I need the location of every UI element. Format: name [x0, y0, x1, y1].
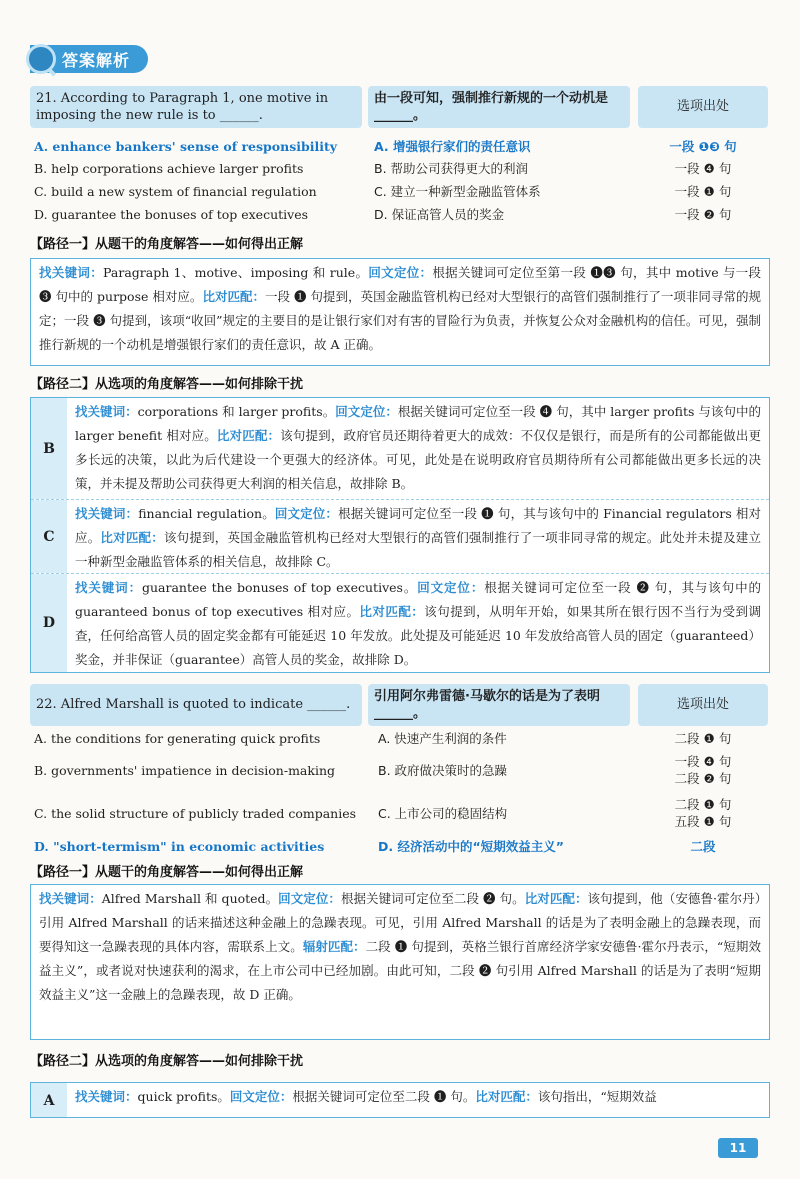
- q21-path1-title: 【路径一】从题干的角度解答——如何得出正解: [30, 237, 304, 252]
- q21-stem-cn: 由一段可知，强制推行新规的一个动机是______。: [368, 86, 630, 128]
- q22-elim-a: [31, 1083, 769, 1118]
- q21-elim-c-text: [75, 502, 761, 574]
- q22-option-d-cn: D. 经济活动中的“短期效益主义”: [378, 839, 564, 854]
- q21-option-a-en: A. enhance bankers' sense of responsibility: [34, 139, 338, 154]
- q21-option-b-en: B. help corporations achieve larger profits: [34, 161, 304, 176]
- q21-elim-c-match: 该句提到，英国金融监管机构已经对大型银行的高管们强制推行了一项非同寻常的规定。此处并未提及建立一种新型金融监管体系的相关信息，故排除 C。: [75, 530, 761, 569]
- q22-path1-tag-keywords: 找关键词：: [39, 891, 102, 906]
- q22-elim-a-tag-keywords: 找关键词：: [75, 1089, 138, 1104]
- q21-elim-c-locate: 根据关键词可定位至一段 ❶ 句，其与该句中的 Financial regulators 相对应。: [75, 506, 761, 545]
- q22-option-d-src: 二段: [690, 839, 716, 854]
- q21-header: [30, 86, 770, 128]
- q21-elim-b-tag-keywords: 找关键词：: [75, 404, 138, 419]
- q22-path1-tag-locate: 回文定位：: [278, 891, 341, 906]
- q22-stem-en: 22. Alfred Marshall is quoted to indicate ______.: [30, 684, 362, 726]
- q22-source-header: 选项出处: [638, 684, 768, 726]
- q21-option-c-src: 一段 ❶ 句: [674, 184, 732, 199]
- q21-elim-c-tag-locate: 回文定位：: [274, 506, 339, 521]
- q21-option-c-en: C. build a new system of financial regulation: [34, 184, 317, 199]
- q21-option-c-cn: C. 建立一种新型金融监管体系: [374, 184, 541, 199]
- q22-option-c-en: C. the solid structure of publicly traded companies: [34, 806, 357, 821]
- q22-path1-match: 该句提到，他（安德鲁·霍尔丹）引用 Alfred Marshall 的话来描述这种金融上的急躁表现。可见，引用 Alfred Marshall 的话是为了表明金融上的急躁表现，而要得知这一急躁表现的具体内容，需联系上文。: [39, 891, 761, 954]
- q21-path1-match: 一段 ❶ 句提到，英国金融监管机构已经对大型银行的高管们强制推行了一项非同寻常的规定；一段 ❸ 句提到，该项“收回”规定的主要目的是让银行家们对有害的冒险行为负责，并恢复公众对金融机构的信任。可见，强制推行新规的一个动机是增强银行家们的责任意识，故 A 正确。: [39, 289, 761, 352]
- q21-option-d-en: D. guarantee the bonuses of top executives: [34, 207, 309, 222]
- q22-path2-title: 【路径二】从选项的角度解答——如何排除干扰: [30, 1054, 304, 1069]
- q21-elim-d-text: [75, 576, 761, 672]
- q22-option-a-cn: A. 快速产生利润的条件: [378, 731, 507, 746]
- q22-path2-box: [30, 1082, 770, 1118]
- q22-option-b-src1: 一段 ❹ 句: [674, 754, 732, 769]
- q22-option-c-src2: 五段 ❶ 句: [674, 814, 732, 829]
- q21-path1-keywords: Paragraph 1、motive、imposing 和 rule。: [103, 265, 369, 280]
- q21-path1-tag-locate: 回文定位：: [368, 265, 433, 280]
- q21-elim-c-tag-match: 比对匹配：: [100, 530, 164, 545]
- section-title: 答案解析: [62, 50, 131, 70]
- q22-path1-title: 【路径一】从题干的角度解答——如何得出正解: [30, 865, 304, 880]
- q21-elim-c-keywords: financial regulation。: [138, 506, 275, 521]
- q21-elim-d-tag-keywords: 找关键词：: [75, 580, 142, 595]
- q22-option-c-src1: 二段 ❶ 句: [674, 797, 732, 812]
- q21-elim-d: [31, 574, 769, 672]
- q21-option-d-src: 一段 ❷ 句: [674, 207, 732, 222]
- q22-elim-a-locate: 根据关键词可定位至二段 ❶ 句。: [292, 1089, 476, 1104]
- q21-elim-d-keywords: guarantee the bonuses of top executives。: [141, 580, 418, 595]
- magnifier-icon: [26, 44, 56, 74]
- q21-path1-locate: 根据关键词可定位至第一段 ❶❸ 句，其中 motive 与一段 ❸ 句中的 purpose 相对应。: [39, 265, 761, 304]
- q21-elim-d-locate: 根据关键词可定位至一段 ❷ 句，其与该句中的 guaranteed bonus of top executives 相对应。: [75, 580, 761, 619]
- q22-option-c-cn: C. 上市公司的稳固结构: [378, 806, 508, 821]
- q22-elim-a-match: 该句指出，“短期效益: [537, 1089, 657, 1104]
- q22-path1-locate: 根据关键词可定位至二段 ❷ 句。: [340, 891, 525, 906]
- q22-elim-a-letter: A: [31, 1083, 67, 1118]
- q21-elim-b-keywords: corporations 和 larger profits。: [137, 404, 336, 419]
- q21-path2-box: [30, 397, 770, 673]
- q22-option-b-cn: B. 政府做决策时的急躁: [378, 763, 508, 778]
- q21-source-header: 选项出处: [638, 86, 768, 128]
- q21-path1-tag-keywords: 找关键词：: [39, 265, 104, 280]
- q22-path1-keywords: Alfred Marshall 和 quoted。: [101, 891, 279, 906]
- q22-path1-box: [30, 884, 770, 1040]
- q21-elim-b-tag-match: 比对匹配：: [216, 428, 281, 443]
- q22-header: [30, 684, 770, 726]
- q21-stem-en: 21. According to Paragraph 1, one motive in imposing the new rule is to ______.: [30, 86, 362, 128]
- q21-elim-d-match: 该句提到，从明年开始，如果其所在银行因不当行为受到调查，任何给高管人员的固定奖金都有可能延迟 10 年发放。此处提及可能延迟 10 年发放给高管人员的固定（guaranteed）奖金，并非保证（guarantee）高管人员的奖金，故排除 D。: [75, 604, 761, 667]
- q22-path1-radiate: 二段 ❶ 句提到，英格兰银行首席经济学家安德鲁·霍尔丹表示，“短期效益主义”，或者说对快速获利的渴求，在上市公司中已经加剧。由此可知，二段 ❷ 句引用 Alfred Marshall 的话是为了表明“短期效益主义”这一金融上的急躁表现，故 D 正确。: [39, 939, 761, 1002]
- q21-elim-c: [31, 500, 769, 574]
- q21-path1-box: [30, 258, 770, 366]
- q21-elim-b-letter: B: [31, 398, 67, 499]
- q21-option-a-cn: A. 增强银行家们的责任意识: [374, 139, 531, 154]
- q22-option-a-en: A. the conditions for generating quick profits: [34, 731, 321, 746]
- q21-elim-b: [31, 398, 769, 500]
- q21-elim-d-tag-match: 比对匹配：: [359, 604, 425, 619]
- section-header: [30, 45, 148, 73]
- q21-option-a-src: 一段 ❶❸ 句: [669, 139, 737, 154]
- q21-elim-b-tag-locate: 回文定位：: [335, 404, 398, 419]
- q22-option-b-en: B. governments' impatience in decision-making: [34, 763, 336, 778]
- q22-elim-a-keywords: quick profits。: [137, 1089, 230, 1104]
- q22-elim-a-tag-locate: 回文定位：: [229, 1089, 293, 1104]
- q21-elim-b-locate: 根据关键词可定位至一段 ❹ 句，其中 larger profits 与该句中的 larger benefit 相对应。: [75, 404, 761, 443]
- q21-elim-c-tag-keywords: 找关键词：: [75, 506, 139, 521]
- q21-elim-d-letter: D: [31, 574, 67, 672]
- q22-option-d-en: D. "short-termism" in economic activities: [34, 839, 325, 854]
- q22-elim-a-tag-match: 比对匹配：: [475, 1089, 538, 1104]
- q22-stem-cn: 引用阿尔弗雷德·马歇尔的话是为了表明______。: [368, 684, 630, 726]
- q21-elim-d-tag-locate: 回文定位：: [417, 580, 485, 595]
- q22-elim-a-text: [75, 1085, 761, 1109]
- q21-path2-title: 【路径二】从选项的角度解答——如何排除干扰: [30, 377, 304, 392]
- q21-option-b-cn: B. 帮助公司获得更大的利润: [374, 161, 529, 176]
- page-number: 11: [718, 1138, 758, 1158]
- q21-option-d-cn: D. 保证高管人员的奖金: [374, 207, 505, 222]
- q21-elim-c-letter: C: [31, 500, 67, 573]
- q22-option-b-src2: 二段 ❷ 句: [674, 771, 732, 786]
- q21-elim-b-text: [75, 400, 761, 496]
- q22-path1-tag-radiate: 辐射匹配：: [302, 939, 366, 954]
- q22-option-a-src: 二段 ❶ 句: [674, 731, 732, 746]
- q21-elim-b-match: 该句提到，政府官员还期待着更大的成效：不仅仅是银行，而是所有的公司都能做出更多长远的决策，以此为后代建设一个更强大的经济体。可见，此处是在说明政府官员期待所有公司都能做出更多长远的决策，并未提及帮助公司获得更大利润的相关信息，故排除 B。: [75, 428, 761, 491]
- q22-path1-tag-match: 比对匹配：: [524, 891, 588, 906]
- q21-option-b-src: 一段 ❹ 句: [674, 161, 732, 176]
- q21-path1-tag-match: 比对匹配：: [202, 289, 266, 304]
